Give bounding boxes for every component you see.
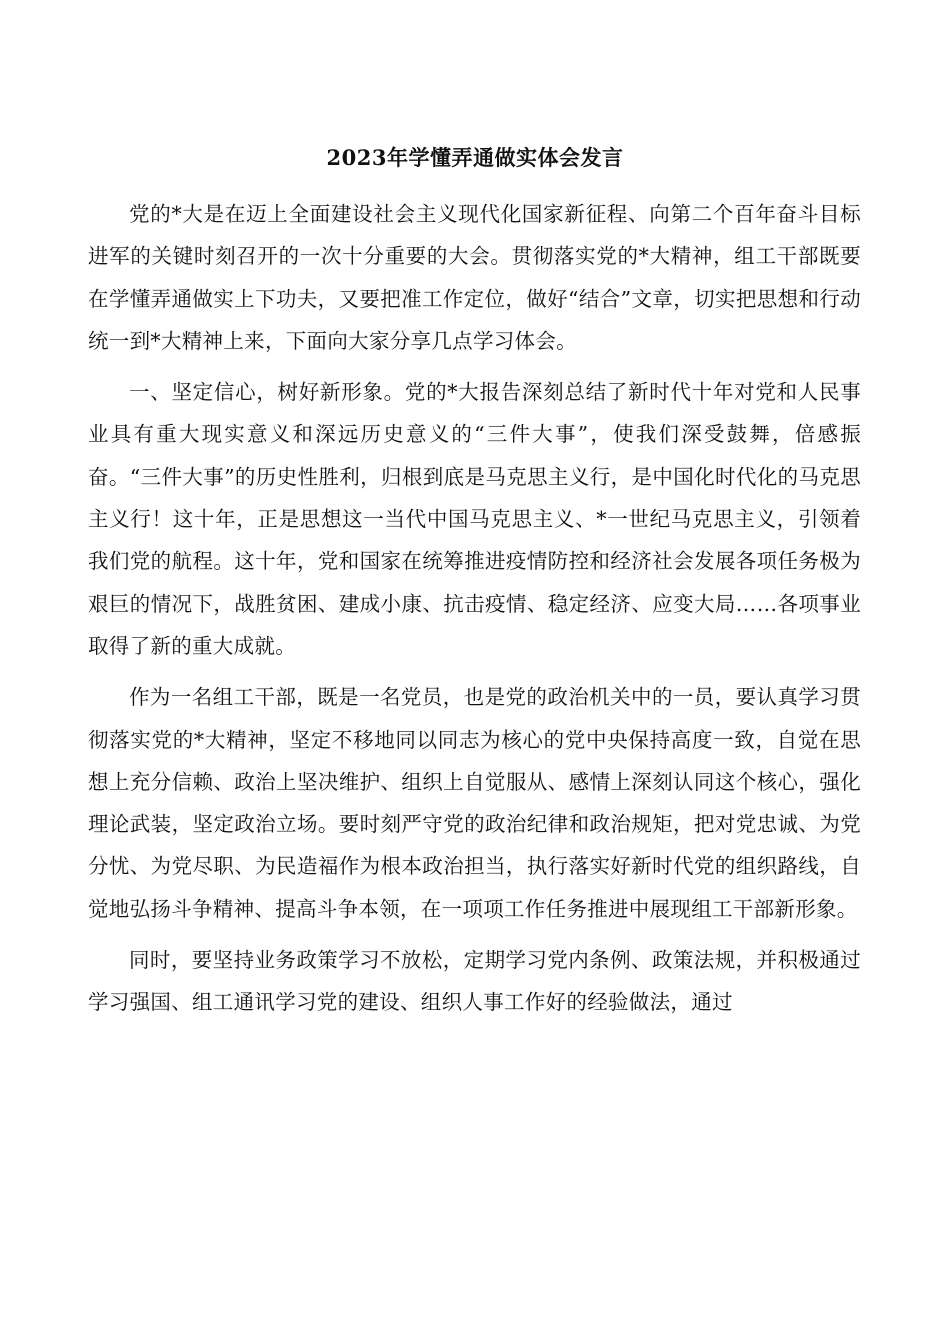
paragraph-section-one: 一、坚定信心，树好新形象。党的*大报告深刻总结了新时代十年对党和人民事业具有重大现实意义和深远历史意义的“三件大事”，使我们深受鼓舞，倍感振奋。“三件大事”的历史性胜利，归根到底是马克思主义行，是中国化时代化的马克思主义行！这十年，正是思想这一当代中国马克思主义、*一世纪马克思主义，引领着我们党的航程。这十年，党和国家在统筹推进疫情防控和经济社会发展各项任务极为艰巨的情况下，战胜贫困、建成小康、抗击疫情、稳定经济、应变大局……各项事业取得了新的重大成就。	[88, 380, 861, 658]
paragraph-intro: 党的*大是在迈上全面建设社会主义现代化国家新征程、向第二个百年奋斗目标进军的关键时刻召开的一次十分重要的大会。贯彻落实党的*大精神，组工干部既要在学懂弄通做实上下功夫，又要把准工作定位，做好“结合”文章，切实把思想和行动统一到*大精神上来，下面向大家分享几点学习体会。	[88, 202, 861, 353]
document-title: 2023年学懂弄通做实体会发言	[326, 145, 624, 170]
paragraph-cadre-duty: 作为一名组工干部，既是一名党员，也是党的政治机关中的一员，要认真学习贯彻落实党的*大精神，坚定不移地同以同志为核心的党中央保持高度一致，自觉在思想上充分信赖、政治上坚决维护、组织上自觉服从、感情上深刻认同这个核心，强化理论武装，坚定政治立场。要时刻严守党的政治纪律和政治规矩，把对党忠诚、为党分忧、为党尽职、为民造福作为根本政治担当，执行落实好新时代党的组织路线，自觉地弘扬斗争精神、提高斗争本领，在一项项工作任务推进中展现组工干部新形象。	[88, 685, 861, 921]
document-body	[88, 193, 861, 1024]
paragraph-policy-study: 同时，要坚持业务政策学习不放松，定期学习党内条例、政策法规，并积极通过学习强国、组工通讯学习党的建设、组织人事工作好的经验做法，通过	[88, 948, 861, 1015]
